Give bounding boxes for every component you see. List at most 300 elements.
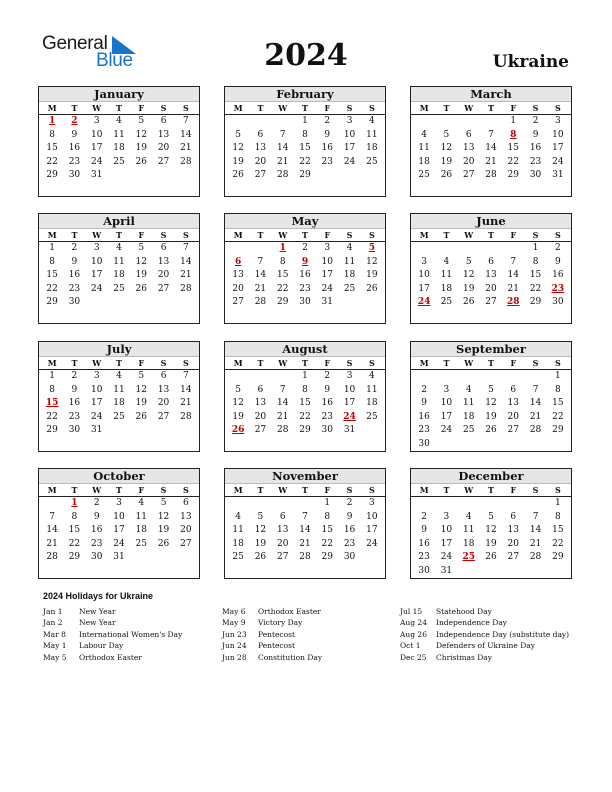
- day-cell: 4: [368, 371, 375, 381]
- weekday-label: T: [443, 103, 450, 113]
- day-cell: 30: [68, 170, 81, 180]
- day-cell: 4: [116, 243, 122, 253]
- weekday-label: M: [419, 358, 429, 368]
- empty-day-cell: [108, 296, 130, 310]
- day-cell: 15: [46, 143, 58, 153]
- weekday-label: F: [138, 103, 145, 113]
- logo-text-general: General: [42, 33, 108, 54]
- holiday-day-cell: 24: [417, 297, 431, 307]
- day-cell: 13: [180, 511, 192, 522]
- day-cell: 28: [276, 425, 289, 435]
- weekday-label: W: [464, 358, 474, 368]
- weekday-header-row: [411, 229, 571, 242]
- day-cell: 5: [235, 129, 241, 140]
- day-cell: 13: [157, 384, 170, 395]
- day-cell: 18: [440, 283, 453, 294]
- day-cell: 2: [532, 116, 539, 126]
- weekday-label: S: [532, 103, 539, 113]
- weekday-label: S: [554, 358, 561, 368]
- week-row: [411, 370, 571, 384]
- week-row: [225, 256, 385, 270]
- day-cell: 21: [299, 538, 311, 549]
- day-cell: 3: [346, 371, 353, 381]
- empty-day-cell: [547, 565, 569, 579]
- empty-day-cell: [152, 551, 174, 565]
- empty-day-cell: [502, 497, 524, 511]
- day-cell: 6: [488, 256, 494, 267]
- day-cell: 18: [232, 538, 244, 549]
- day-cell: 30: [299, 297, 311, 307]
- day-cell: 30: [529, 170, 542, 180]
- week-row: [411, 283, 571, 297]
- day-cell: 29: [299, 425, 311, 435]
- empty-day-cell: [524, 438, 546, 452]
- empty-day-cell: [524, 370, 546, 384]
- holiday-date: Jun 24: [222, 641, 247, 651]
- week-row: [411, 142, 571, 156]
- holiday-entry: [43, 652, 182, 663]
- month-name: February: [225, 87, 385, 102]
- empty-day-cell: [502, 242, 524, 256]
- day-cell: 15: [299, 398, 311, 408]
- day-cell: 19: [157, 525, 170, 535]
- day-cell: 14: [180, 384, 192, 395]
- week-row: [225, 283, 385, 297]
- day-cell: 1: [49, 243, 55, 253]
- day-cell: 8: [71, 511, 78, 522]
- day-cell: 22: [299, 411, 311, 422]
- day-cell: 11: [440, 270, 453, 280]
- weekday-label: S: [182, 230, 189, 240]
- weekday-label: M: [419, 230, 429, 240]
- week-row: [39, 242, 199, 256]
- day-cell: 15: [68, 525, 81, 535]
- day-cell: 25: [113, 411, 125, 422]
- weekday-label: T: [116, 230, 122, 240]
- day-cell: 19: [254, 538, 267, 549]
- day-cell: 8: [324, 511, 331, 522]
- day-cell: 5: [235, 384, 241, 395]
- month-june: [410, 213, 572, 324]
- holiday-day-cell: 28: [507, 297, 520, 307]
- week-row: [225, 397, 385, 411]
- day-cell: 17: [343, 398, 356, 408]
- day-cell: 26: [254, 552, 267, 562]
- day-cell: 25: [113, 283, 125, 294]
- day-cell: 27: [157, 411, 170, 422]
- day-cell: 11: [113, 129, 125, 140]
- day-cell: 5: [160, 498, 167, 508]
- day-cell: 23: [68, 283, 81, 294]
- day-cell: 16: [343, 525, 356, 535]
- day-cell: 2: [71, 243, 78, 253]
- month-august: [224, 341, 386, 452]
- weekday-label: F: [324, 485, 331, 495]
- month-name: January: [39, 87, 199, 102]
- day-cell: 2: [324, 371, 331, 381]
- holiday-date: May 9: [222, 618, 246, 628]
- day-cell: 16: [68, 398, 81, 408]
- day-cell: 7: [257, 256, 264, 267]
- weekday-label: T: [71, 230, 78, 240]
- week-row: [411, 511, 571, 525]
- month-name: December: [411, 469, 571, 484]
- weekday-label: W: [278, 230, 288, 240]
- day-cell: 22: [46, 283, 58, 294]
- holiday-date: Dec 25: [400, 652, 427, 662]
- month-name: September: [411, 342, 571, 357]
- week-row: [225, 424, 385, 438]
- week-row: [39, 497, 199, 511]
- empty-day-cell: [338, 169, 360, 183]
- day-cell: 7: [279, 384, 286, 395]
- day-cell: 22: [529, 283, 542, 294]
- weekday-label: M: [47, 358, 57, 368]
- weekday-label: T: [302, 103, 308, 113]
- day-cell: 15: [299, 143, 311, 153]
- month-may: [224, 213, 386, 324]
- day-cell: 4: [465, 384, 472, 395]
- weekday-label: S: [182, 103, 189, 113]
- weekday-label: T: [71, 103, 78, 113]
- weekday-label: F: [510, 485, 517, 495]
- day-cell: 28: [276, 170, 289, 180]
- weekday-label: S: [346, 358, 353, 368]
- day-cell: 7: [532, 511, 539, 522]
- day-cell: 24: [90, 156, 103, 167]
- day-cell: 18: [462, 411, 475, 422]
- weekday-label: F: [324, 358, 331, 368]
- day-cell: 9: [421, 525, 427, 535]
- holiday-entry: [222, 629, 322, 640]
- day-cell: 14: [276, 398, 289, 408]
- week-row: [411, 565, 571, 579]
- day-cell: 1: [49, 371, 55, 381]
- holiday-day-cell: 15: [45, 398, 59, 408]
- day-cell: 14: [507, 270, 519, 280]
- day-cell: 6: [160, 116, 167, 126]
- empty-day-cell: [458, 370, 480, 384]
- day-cell: 20: [462, 156, 475, 167]
- day-cell: 21: [46, 538, 58, 549]
- day-cell: 7: [279, 129, 286, 140]
- week-row: [411, 524, 571, 538]
- day-cell: 20: [180, 525, 192, 535]
- day-cell: 11: [462, 398, 475, 408]
- day-cell: 12: [485, 398, 497, 408]
- week-row: [411, 551, 571, 565]
- week-row: [225, 384, 385, 398]
- day-cell: 17: [321, 270, 333, 280]
- week-row: [411, 296, 571, 310]
- day-cell: 15: [321, 525, 333, 535]
- empty-day-cell: [249, 115, 271, 129]
- day-cell: 27: [254, 170, 267, 180]
- week-row: [411, 242, 571, 256]
- day-cell: 2: [421, 511, 427, 522]
- day-cell: 9: [532, 129, 539, 140]
- day-cell: 16: [68, 270, 81, 280]
- empty-day-cell: [108, 424, 130, 438]
- weekday-header-row: [411, 484, 571, 497]
- day-cell: 16: [552, 270, 564, 280]
- day-cell: 26: [135, 283, 147, 294]
- day-cell: 29: [68, 552, 81, 562]
- day-cell: 26: [135, 411, 147, 422]
- day-cell: 23: [68, 411, 81, 422]
- day-cell: 24: [90, 283, 103, 294]
- day-cell: 23: [321, 156, 333, 167]
- day-cell: 8: [302, 384, 308, 395]
- holiday-name: Constitution Day: [258, 652, 323, 662]
- weekday-label: W: [464, 103, 474, 113]
- week-row: [225, 115, 385, 129]
- weekday-header-row: [225, 229, 385, 242]
- day-cell: 5: [257, 511, 264, 522]
- logo-text-blue: Blue: [96, 50, 133, 71]
- holiday-date: Aug 24: [400, 618, 427, 628]
- holiday-day-cell: 5: [368, 243, 375, 253]
- day-cell: 18: [113, 143, 125, 153]
- weekday-label: W: [92, 485, 102, 495]
- day-cell: 9: [554, 256, 561, 267]
- month-february: [224, 86, 386, 197]
- empty-day-cell: [480, 438, 502, 452]
- holiday-column: [400, 606, 569, 663]
- day-cell: 31: [552, 170, 564, 180]
- day-cell: 22: [46, 156, 58, 167]
- day-cell: 6: [279, 511, 286, 522]
- holiday-name: Independence Day: [436, 618, 507, 628]
- day-cell: 3: [93, 243, 100, 253]
- day-cell: 6: [257, 384, 264, 395]
- week-row: [411, 538, 571, 552]
- day-cell: 18: [113, 270, 125, 280]
- holiday-day-cell: 2: [71, 116, 78, 126]
- day-cell: 23: [343, 538, 356, 549]
- holiday-entry: [222, 606, 322, 617]
- empty-day-cell: [435, 242, 457, 256]
- week-row: [411, 497, 571, 511]
- day-cell: 30: [90, 552, 103, 562]
- day-cell: 16: [418, 411, 430, 422]
- holiday-date: May 5: [43, 652, 67, 662]
- day-cell: 2: [421, 384, 427, 395]
- day-cell: 29: [552, 552, 564, 562]
- empty-day-cell: [272, 370, 294, 384]
- day-cell: 5: [138, 243, 145, 253]
- day-cell: 14: [254, 270, 267, 280]
- day-cell: 14: [46, 525, 58, 535]
- day-cell: 22: [299, 156, 311, 167]
- holiday-date: Mar 8: [43, 629, 66, 639]
- day-cell: 28: [180, 283, 192, 294]
- day-cell: 28: [180, 411, 192, 422]
- day-cell: 17: [90, 270, 103, 280]
- day-cell: 10: [321, 256, 333, 267]
- day-cell: 5: [443, 129, 450, 140]
- day-cell: 29: [507, 170, 519, 180]
- week-row: [39, 551, 199, 565]
- day-cell: 8: [302, 129, 308, 140]
- day-cell: 3: [93, 371, 100, 381]
- weekday-label: F: [138, 358, 145, 368]
- day-cell: 13: [485, 270, 497, 280]
- day-cell: 19: [232, 156, 244, 167]
- day-cell: 19: [485, 411, 497, 422]
- weekday-label: F: [138, 485, 145, 495]
- holiday-name: Christmas Day: [436, 652, 492, 662]
- day-cell: 11: [418, 143, 430, 153]
- week-row: [39, 384, 199, 398]
- empty-day-cell: [413, 115, 435, 129]
- empty-day-cell: [338, 296, 360, 310]
- day-cell: 7: [488, 129, 494, 140]
- empty-day-cell: [361, 551, 383, 565]
- empty-day-cell: [502, 565, 524, 579]
- day-cell: 10: [90, 384, 103, 395]
- day-cell: 8: [49, 129, 55, 140]
- day-cell: 16: [68, 143, 81, 153]
- week-row: [39, 283, 199, 297]
- day-cell: 12: [232, 398, 244, 408]
- day-cell: 27: [462, 170, 475, 180]
- weekday-label: S: [368, 230, 375, 240]
- day-cell: 17: [418, 283, 430, 294]
- holiday-day-cell: 26: [231, 425, 245, 435]
- empty-day-cell: [480, 370, 502, 384]
- day-cell: 21: [180, 398, 192, 408]
- day-cell: 11: [462, 525, 475, 535]
- day-cell: 5: [138, 116, 145, 126]
- day-cell: 28: [485, 170, 497, 180]
- day-cell: 25: [366, 411, 378, 422]
- day-cell: 19: [232, 411, 244, 422]
- day-cell: 2: [346, 498, 353, 508]
- day-cell: 13: [254, 398, 267, 408]
- weekday-label: T: [302, 230, 308, 240]
- day-cell: 6: [257, 129, 264, 140]
- day-cell: 12: [232, 143, 244, 153]
- weekday-label: S: [532, 230, 539, 240]
- weekday-label: S: [346, 230, 353, 240]
- weekday-label: W: [92, 103, 102, 113]
- day-cell: 20: [157, 143, 170, 153]
- day-cell: 2: [554, 243, 561, 253]
- day-cell: 31: [113, 552, 125, 562]
- day-cell: 1: [554, 371, 561, 381]
- day-cell: 9: [346, 511, 353, 522]
- day-cell: 6: [182, 498, 189, 508]
- empty-day-cell: [272, 497, 294, 511]
- month-january: [38, 86, 200, 197]
- empty-day-cell: [413, 242, 435, 256]
- day-cell: 12: [157, 511, 170, 522]
- week-row: [411, 384, 571, 398]
- day-cell: 20: [157, 398, 170, 408]
- day-cell: 15: [507, 143, 519, 153]
- day-cell: 3: [368, 498, 375, 508]
- week-row: [225, 497, 385, 511]
- day-cell: 23: [418, 425, 430, 435]
- holiday-entry: [43, 629, 182, 640]
- day-cell: 25: [135, 538, 147, 549]
- empty-day-cell: [458, 242, 480, 256]
- day-cell: 30: [552, 297, 564, 307]
- week-row: [39, 538, 199, 552]
- day-cell: 14: [529, 525, 542, 535]
- weekday-label: W: [278, 485, 288, 495]
- day-cell: 27: [254, 425, 267, 435]
- day-cell: 30: [321, 425, 333, 435]
- day-cell: 14: [485, 143, 497, 153]
- day-cell: 4: [421, 129, 427, 140]
- day-cell: 23: [321, 411, 333, 422]
- day-cell: 10: [113, 511, 125, 522]
- week-row: [39, 156, 199, 170]
- day-cell: 13: [276, 525, 289, 535]
- day-cell: 6: [510, 511, 517, 522]
- day-cell: 28: [529, 425, 542, 435]
- holiday-entry: [43, 606, 182, 617]
- day-cell: 4: [235, 511, 241, 522]
- day-cell: 19: [135, 143, 147, 153]
- weekday-header-row: [225, 484, 385, 497]
- holiday-date: Oct 1: [400, 641, 421, 651]
- day-cell: 4: [346, 243, 353, 253]
- empty-day-cell: [458, 565, 480, 579]
- empty-day-cell: [435, 438, 457, 452]
- weekday-label: S: [368, 103, 375, 113]
- empty-day-cell: [480, 497, 502, 511]
- day-cell: 20: [254, 411, 267, 422]
- day-cell: 22: [68, 538, 81, 549]
- day-cell: 19: [440, 156, 453, 167]
- day-cell: 22: [321, 538, 333, 549]
- empty-day-cell: [316, 169, 338, 183]
- day-cell: 30: [418, 565, 430, 576]
- day-cell: 3: [93, 116, 100, 126]
- day-cell: 9: [93, 511, 100, 522]
- weekday-label: M: [47, 103, 57, 113]
- weekday-label: T: [443, 485, 450, 495]
- empty-day-cell: [249, 242, 271, 256]
- week-row: [39, 269, 199, 283]
- day-cell: 2: [71, 371, 78, 381]
- day-cell: 12: [135, 384, 147, 395]
- day-cell: 29: [552, 425, 564, 435]
- weekday-header-row: [39, 102, 199, 115]
- day-cell: 22: [552, 411, 564, 422]
- week-row: [225, 269, 385, 283]
- empty-day-cell: [152, 169, 174, 183]
- day-cell: 7: [182, 371, 189, 381]
- weekday-label: F: [510, 230, 517, 240]
- holiday-day-cell: 1: [49, 116, 56, 126]
- day-cell: 28: [299, 552, 311, 562]
- month-september: [410, 341, 572, 452]
- day-cell: 11: [343, 256, 356, 267]
- day-cell: 17: [440, 411, 453, 422]
- empty-day-cell: [480, 242, 502, 256]
- day-cell: 29: [46, 170, 58, 180]
- day-cell: 23: [299, 283, 311, 294]
- weekday-label: S: [160, 485, 167, 495]
- weekday-label: T: [488, 485, 494, 495]
- day-cell: 31: [321, 297, 333, 307]
- empty-day-cell: [361, 424, 383, 438]
- day-cell: 10: [366, 511, 378, 522]
